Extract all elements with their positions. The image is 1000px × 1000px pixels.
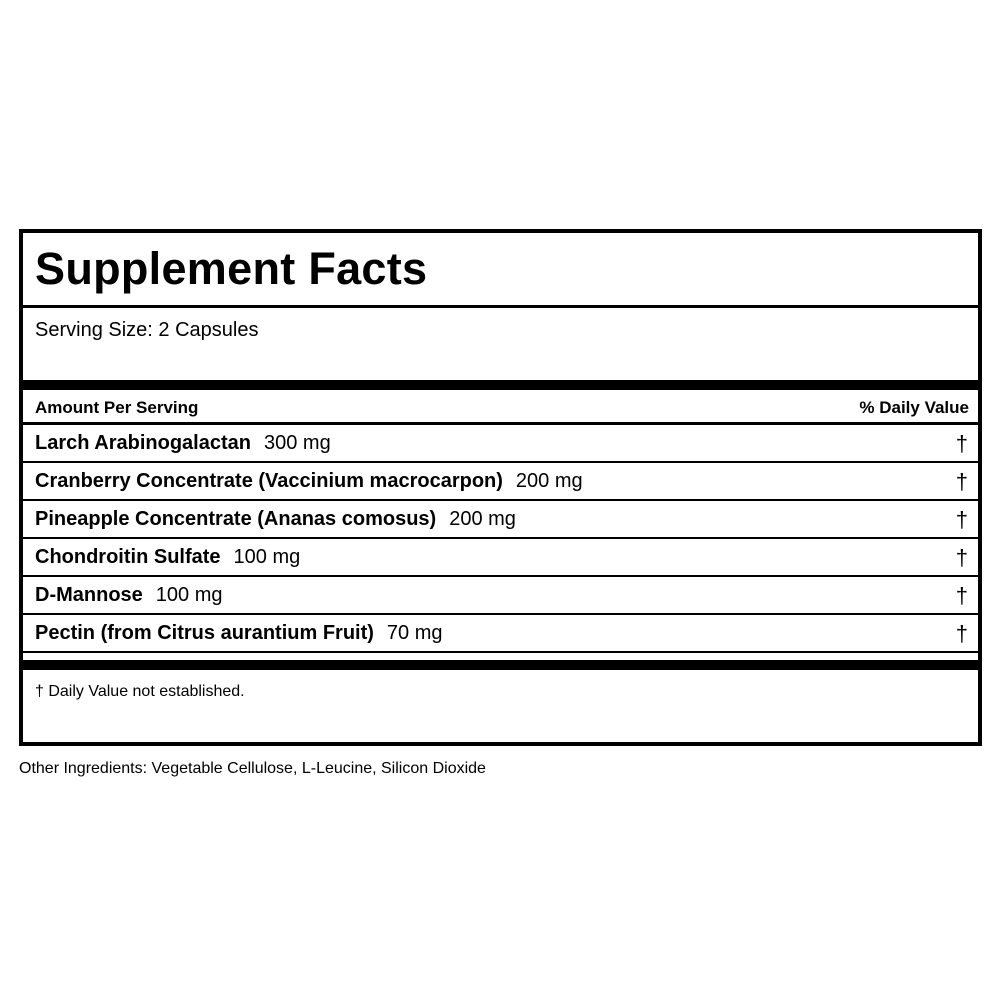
ingredient-name: Larch Arabinogalactan	[35, 432, 251, 454]
ingredient-amount: 300 mg	[263, 432, 331, 454]
title-area	[23, 233, 978, 305]
amount-per-serving-label: Amount Per Serving	[35, 398, 199, 417]
ingredient-amount: 200 mg	[449, 508, 516, 530]
ingredient-row	[23, 577, 978, 613]
thick-divider-top	[23, 380, 978, 390]
amount-header-row	[23, 390, 978, 422]
panel-title: Supplement Facts	[35, 243, 428, 294]
ingredient-daily-value: †	[955, 431, 968, 456]
ingredient-row	[23, 539, 978, 575]
ingredient-amount: 70 mg	[386, 622, 443, 644]
thick-divider-bottom	[23, 660, 978, 670]
ingredient-daily-value: †	[955, 621, 968, 646]
ingredient-amount: 100 mg	[155, 584, 223, 606]
daily-value-label: % Daily Value	[859, 398, 969, 417]
supplement-facts-panel	[19, 229, 982, 746]
ingredient-name: D-Mannose	[35, 584, 143, 606]
ingredient-row	[23, 425, 978, 461]
row-divider	[23, 651, 978, 653]
ingredient-daily-value: †	[955, 469, 968, 494]
serving-size: Serving Size: 2 Capsules	[35, 319, 259, 341]
other-ingredients: Other Ingredients: Vegetable Cellulose, L-Leucine, Silicon Dioxide	[19, 760, 486, 777]
ingredient-amount: 200 mg	[515, 470, 583, 492]
ingredient-name: Pineapple Concentrate (Ananas comosus)	[35, 508, 437, 530]
ingredient-row	[23, 615, 978, 651]
ingredient-name: Chondroitin Sulfate	[35, 546, 221, 568]
ingredient-name: Cranberry Concentrate (Vaccinium macrocarpon)	[35, 470, 503, 492]
divider-title	[23, 305, 978, 308]
ingredient-daily-value: †	[955, 583, 968, 608]
ingredient-daily-value: †	[955, 545, 968, 570]
ingredient-row	[23, 501, 978, 537]
ingredient-name: Pectin (from Citrus aurantium Fruit)	[35, 622, 374, 644]
ingredient-row	[23, 463, 978, 499]
ingredient-amount: 100 mg	[233, 546, 301, 568]
footnote: † Daily Value not established.	[35, 683, 245, 700]
ingredient-daily-value: †	[955, 507, 968, 532]
